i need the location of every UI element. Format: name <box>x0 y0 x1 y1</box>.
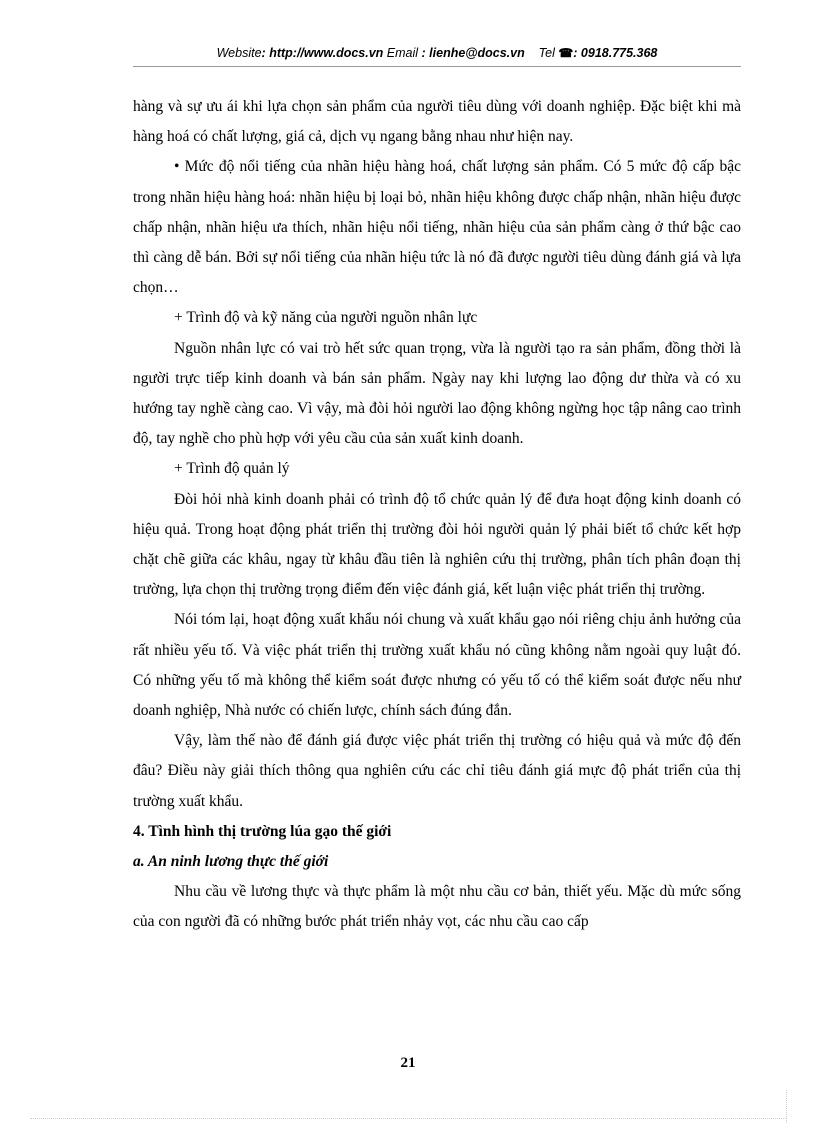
paragraph-1: hàng và sự ưu ái khi lựa chọn sản phẩm của người tiêu dùng với doanh nghiệp. Đặc biệt khi mà hàng hoá có chất lượng, giá cả, dịch vụ ngang bằng nhau như hiện nay. <box>133 98 741 146</box>
paragraph-2: • Mức độ nổi tiếng của nhãn hiệu hàng hoá, chất lượng sản phẩm. Có 5 mức độ cấp bậc trong nhãn hiệu hàng hoá: nhãn hiệu bị loại bỏ, nhãn hiệu không được chấp nhận, nhãn hiệu được chấp nhận, nhãn hiệu ưa thích, nhãn hiệu nổi tiếng, nhãn hiệu của sản phẩm càng ở thứ bậc cao thì càng dễ bán. Bởi sự nổi tiếng của nhãn hiệu tức là nó đã được người tiêu dùng đánh giá và lựa chọn… <box>133 158 741 297</box>
document-body <box>133 92 741 938</box>
website-sep: : <box>261 46 270 60</box>
paragraph-5: + Trình độ quản lý <box>174 460 290 478</box>
section-heading: 4. Tình hình thị trường lúa gạo thế giới <box>133 822 392 840</box>
page-header <box>133 46 741 60</box>
tel-value: : 0918.775.368 <box>573 46 658 60</box>
email-sep: : <box>418 46 430 60</box>
paragraph-6: Đòi hỏi nhà kinh doanh phải có trình độ tổ chức quản lý để đưa hoạt động kinh doanh có hiệu quả. Trong hoạt động phát triển thị trường đòi hỏi người quản lý phải biết tổ chức kết hợp chặt chẽ giữa các khâu, ngay từ khâu đầu tiên là nghiên cứu thị trường, phân tích phân đoạn thị trường, lựa chọn thị trường trọng điểm đến việc đánh giá, kết luận việc phát triển thị trường. <box>133 490 741 599</box>
header-rule <box>133 66 741 67</box>
website-url[interactable]: http://www.docs.vn <box>269 46 384 60</box>
page-number: 21 <box>400 1055 416 1071</box>
paragraph-7: Nói tóm lại, hoạt động xuất khẩu nói chung và xuất khẩu gạo nói riêng chịu ảnh hưởng của rất nhiều yếu tố. Và việc phát triển thị trường xuất khẩu nó cũng không nằm ngoài quy luật đó. Có những yếu tố mà không thể kiểm soát được nhưng có yếu tố có thể kiểm soát được nếu như doanh nghiệp, Nhà nước có chiến lược, chính sách đúng đắn. <box>133 611 741 720</box>
subsection-heading: a. An ninh lương thực thế giới <box>133 853 329 871</box>
paragraph-9: Nhu cầu về lương thực và thực phẩm là một nhu cầu cơ bản, thiết yếu. Mặc dù mức sống của con người đã có những bước phát triển nhảy vọt, các nhu cầu cao cấp <box>133 883 741 931</box>
paragraph-8: Vậy, làm thế nào để đánh giá được việc phát triển thị trường có hiệu quả và mức độ đến đâu? Điều này giải thích thông qua nghiên cứu các chỉ tiêu đánh giá mực độ phát triển của thị trường xuất khẩu. <box>133 732 741 810</box>
page-border-bottom <box>30 1118 786 1119</box>
phone-icon: ☎ <box>558 46 574 60</box>
paragraph-4: Nguồn nhân lực có vai trò hết sức quan trọng, vừa là người tạo ra sản phẩm, đồng thời là người trực tiếp kinh doanh và bán sản phẩm. Ngày nay khi lượng lao động dư thừa và có xu hướng tay nghề càng cao. Vì vậy, mà đòi hỏi người lao động không ngừng học tập nâng cao trình độ, tay nghề cho phù hợp với yêu cầu của sản xuất kinh doanh. <box>133 339 741 448</box>
email-label: Email <box>386 46 419 60</box>
tel-label: Tel <box>538 46 555 60</box>
website-label: Website <box>216 46 262 60</box>
email-value[interactable]: lienhe@docs.vn <box>429 46 525 60</box>
page-border-right <box>786 1090 787 1123</box>
paragraph-3: + Trình độ và kỹ năng của người nguồn nhân lực <box>174 309 478 327</box>
